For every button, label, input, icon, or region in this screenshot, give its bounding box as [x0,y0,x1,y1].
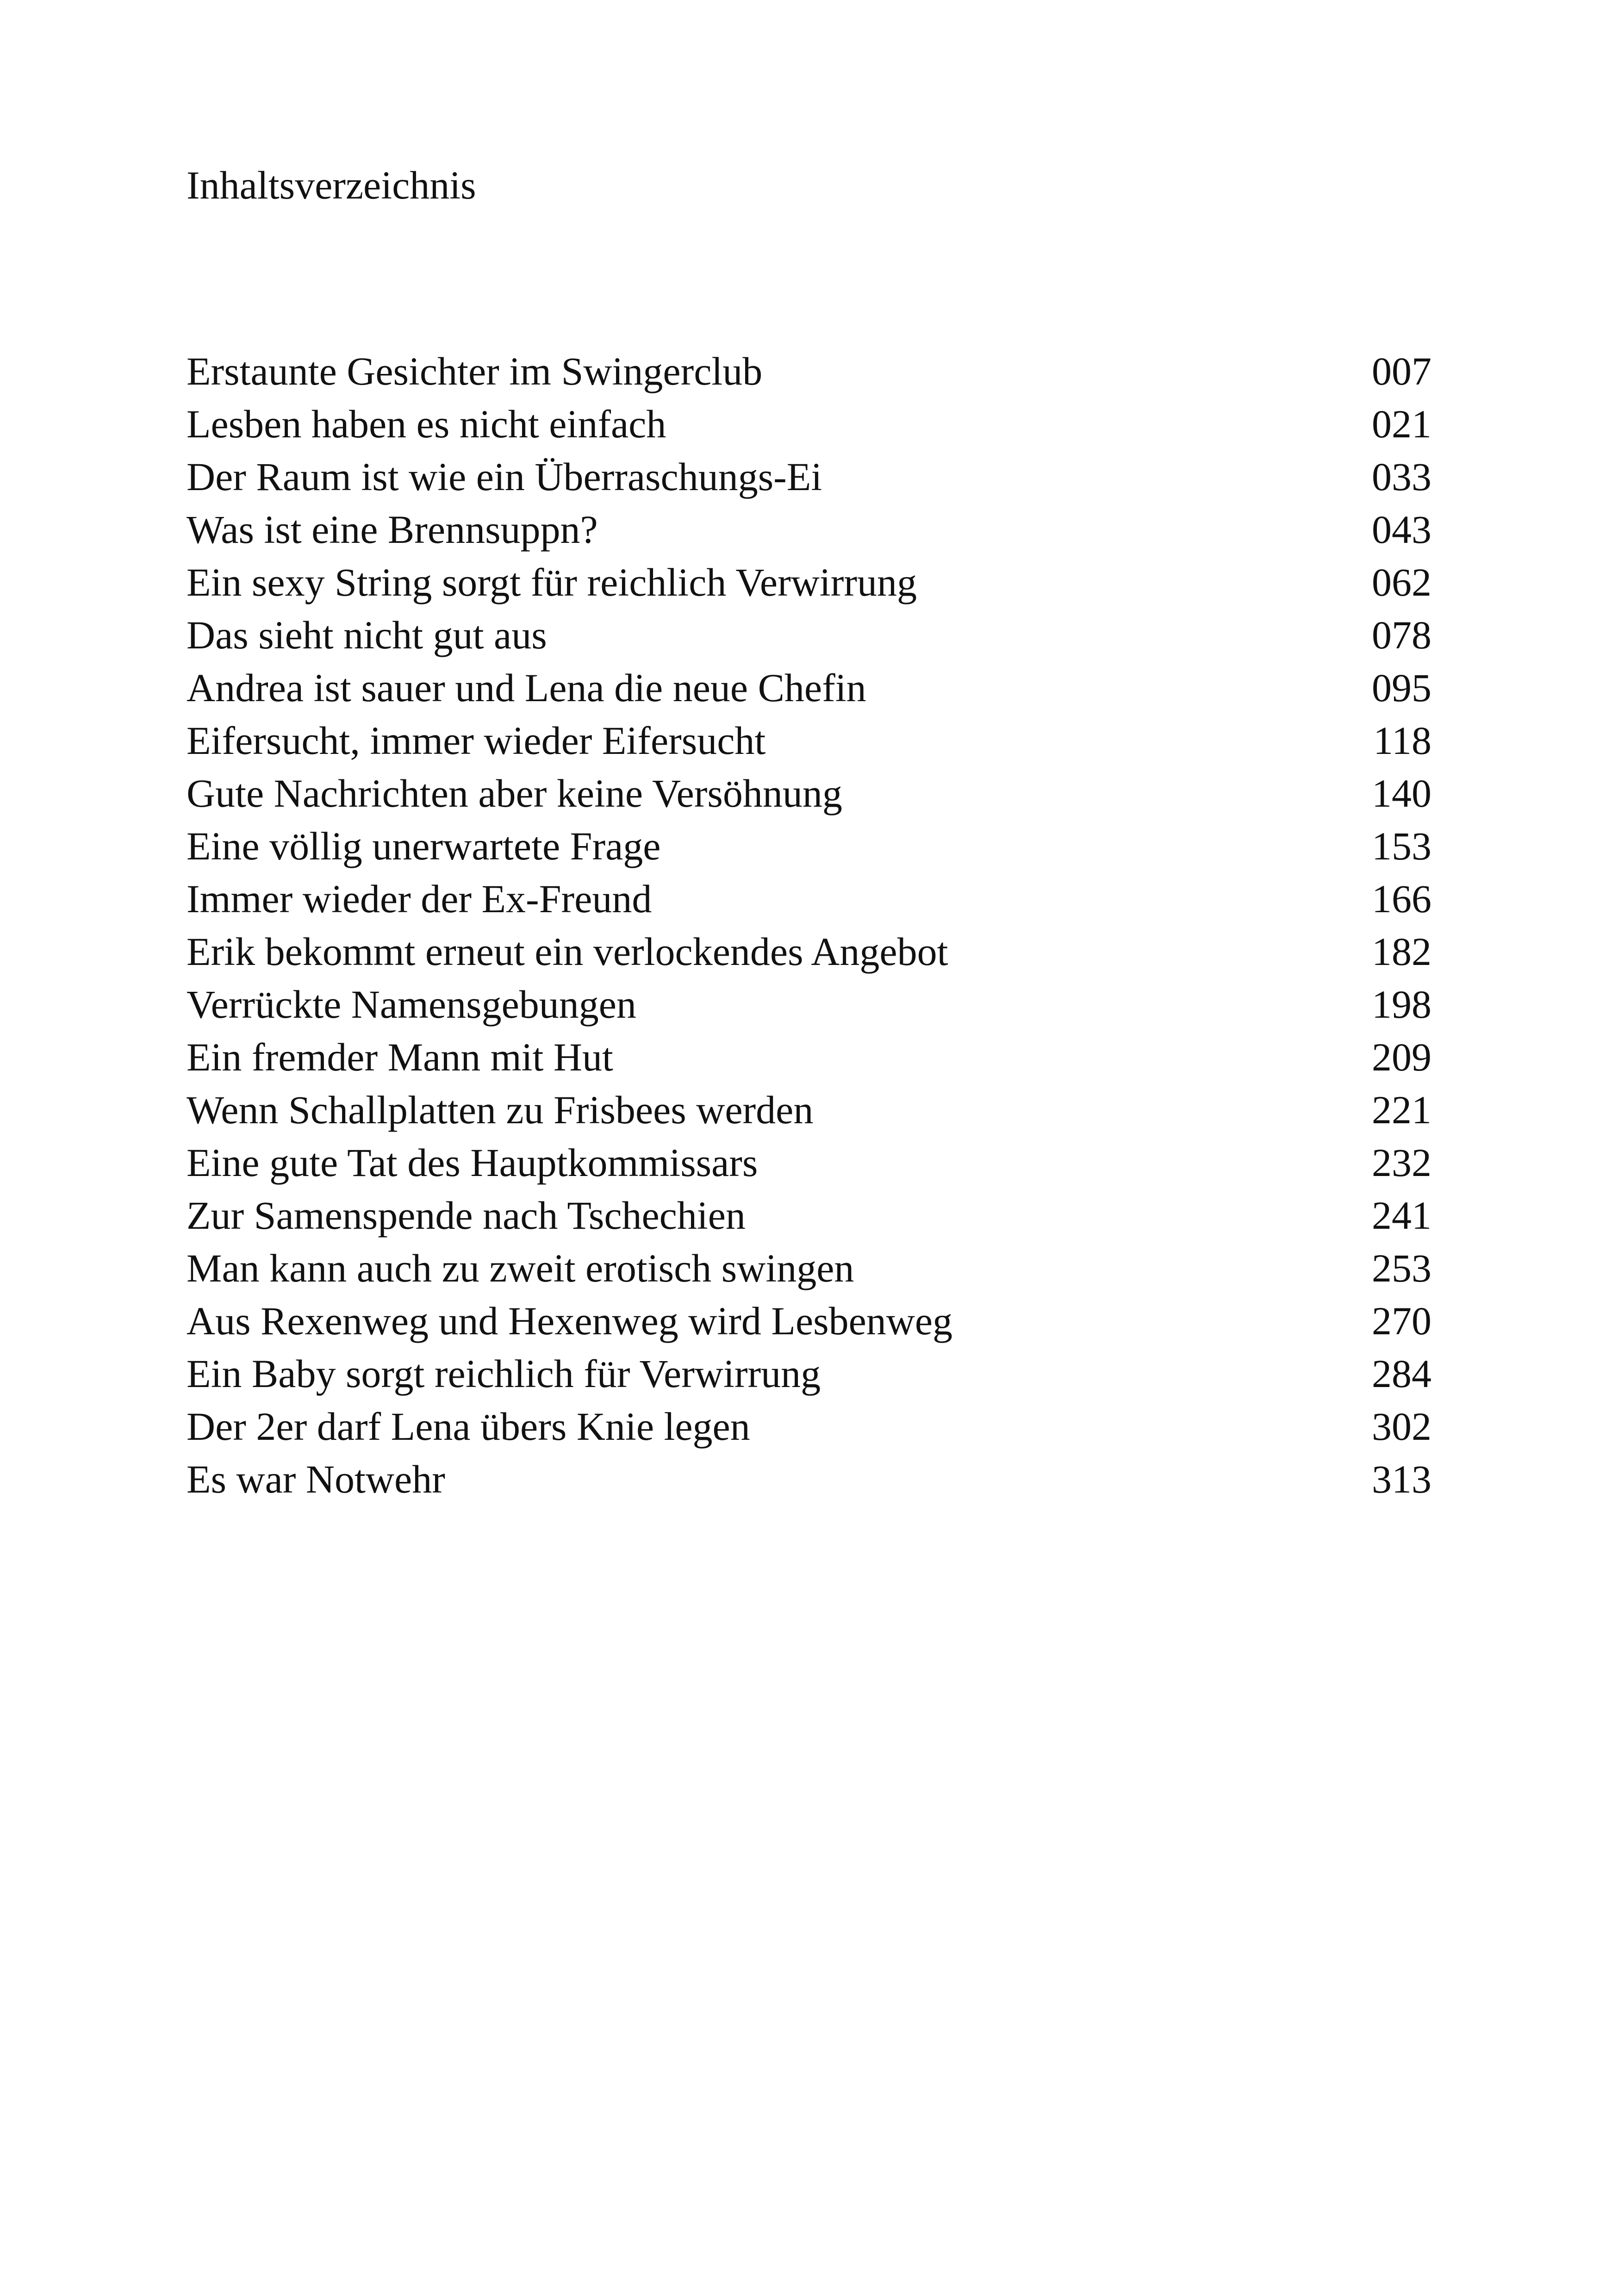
toc-entry [187,1189,1431,1242]
toc-entry-title: Wenn Schallplatten zu Frisbees werden [187,1088,814,1132]
toc-entry-title: Lesben haben es nicht einfach [187,402,666,446]
toc-entry [187,1242,1431,1294]
toc-entry-title: Verrückte Namensgebungen [187,982,636,1027]
toc-entry-page: 209 [1372,1035,1431,1079]
toc-entry-page: 284 [1372,1351,1431,1396]
toc-entry [187,1453,1431,1506]
toc-entry [187,978,1431,1031]
toc-entry [187,714,1431,767]
toc-entry [187,345,1431,398]
toc-entry [187,767,1431,820]
toc-entry-title: Was ist eine Brennsuppn? [187,507,598,552]
toc-entry-title: Der 2er darf Lena übers Knie legen [187,1404,750,1449]
toc-entry-title: Zur Samenspende nach Tschechien [187,1193,746,1238]
toc-entry-title: Das sieht nicht gut aus [187,613,547,657]
toc-entry [187,503,1431,556]
toc-entry [187,1400,1431,1453]
toc-entry-page: 313 [1372,1457,1431,1501]
toc-entry-page: 232 [1372,1140,1431,1185]
toc-entry [187,661,1431,714]
toc-entry-page: 140 [1372,771,1431,815]
toc-entry [187,1083,1431,1136]
page-title: Inhaltsverzeichnis [187,163,476,207]
toc-entry [187,1294,1431,1347]
toc-entry-page: 302 [1372,1404,1431,1449]
toc-entry-title: Ein Baby sorgt reichlich für Verwirrung [187,1351,821,1396]
toc-entry-title: Man kann auch zu zweit erotisch swingen [187,1246,854,1290]
toc-entry-title: Eine völlig unerwartete Frage [187,824,661,868]
toc-entry-title: Aus Rexenweg und Hexenweg wird Lesbenweg [187,1299,953,1343]
toc-entry-title: Andrea ist sauer und Lena die neue Chefin [187,666,866,710]
toc-entry-page: 043 [1372,507,1431,552]
toc-entry-page: 021 [1372,402,1431,446]
toc-entry-title: Erstaunte Gesichter im Swingerclub [187,349,763,393]
toc-entry-page: 182 [1372,929,1431,974]
toc-entry-page: 153 [1372,824,1431,868]
toc-entry-page: 253 [1372,1246,1431,1290]
toc-entry [187,1136,1431,1189]
toc-entry-title: Es war Notwehr [187,1457,445,1501]
toc-entry [187,556,1431,609]
toc-entry-title: Der Raum ist wie ein Überraschungs-Ei [187,454,822,499]
toc-entry-page: 241 [1372,1193,1431,1238]
toc-entry-title: Gute Nachrichten aber keine Versöhnung [187,771,842,815]
toc-entry-page: 118 [1373,718,1431,763]
toc-entry [187,925,1431,978]
toc-entry-title: Ein fremder Mann mit Hut [187,1035,613,1079]
toc-entry-page: 095 [1372,666,1431,710]
toc-entry-page: 221 [1372,1088,1431,1132]
toc-entry [187,1031,1431,1083]
toc-entry-page: 007 [1372,349,1431,393]
toc-entry [187,609,1431,661]
toc-entry-page: 198 [1372,982,1431,1027]
toc-entry-title: Erik bekommt erneut ein verlockendes Angebot [187,929,948,974]
toc-entry [187,398,1431,450]
toc-entry-page: 062 [1372,560,1431,604]
toc-entry [187,1347,1431,1400]
toc-entry-title: Eifersucht, immer wieder Eifersucht [187,718,766,763]
table-of-contents [187,345,1431,1506]
toc-entry-title: Eine gute Tat des Hauptkommissars [187,1140,758,1185]
toc-entry-title: Ein sexy String sorgt für reichlich Verwirrung [187,560,917,604]
toc-entry-title: Immer wieder der Ex-Freund [187,877,652,921]
toc-entry-page: 270 [1372,1299,1431,1343]
toc-entry [187,450,1431,503]
toc-entry-page: 078 [1372,613,1431,657]
toc-entry-page: 033 [1372,454,1431,499]
toc-entry [187,872,1431,925]
toc-entry [187,820,1431,872]
toc-entry-page: 166 [1372,877,1431,921]
